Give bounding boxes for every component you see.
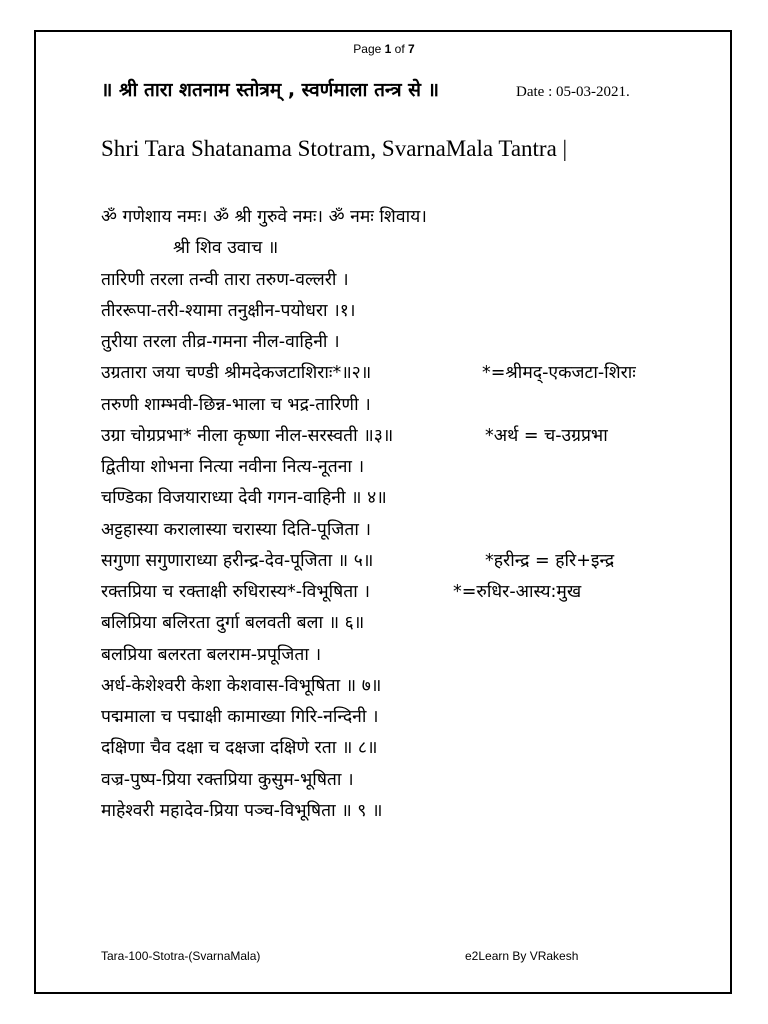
verse-text: उग्रा चोग्रप्रभा* नीला कृष्णा नील-सरस्वती ॥३॥ [101, 425, 394, 446]
verse-line [101, 483, 681, 514]
verse-text: तारिणी तरला तन्वी तारा तरुण-वल्लरी । [101, 269, 349, 290]
document-date: Date : 05-03-2021. [516, 84, 630, 100]
verse-text: वज्र-पुष्प-प्रिया रक्तप्रिया कुसुम-भूषिता । [101, 769, 354, 790]
page-middle: of [391, 42, 409, 56]
verse-text: बलिप्रिया बलिरता दुर्गा बलवती बला ॥ ६॥ [101, 613, 365, 634]
footer-document-name: Tara-100-Stotra-(SvarnaMala) [101, 949, 261, 963]
verse-text: बलप्रिया बलरता बलराम-प्रपूजिता । [101, 644, 322, 665]
verse-footnote: *हरीन्द्र = हरि+इन्द्र [485, 550, 615, 571]
verse-line [101, 702, 681, 733]
verse-text: तरुणी शाम्भवी-छिन्न-भाला च भद्र-तारिणी । [101, 394, 371, 415]
verse-text: पद्ममाला च पद्माक्षी कामाख्या गिरि-नन्दिनी । [101, 707, 379, 727]
verse-line [101, 327, 681, 358]
verse-text: दक्षिणा चैव दक्षा च दक्षजा दक्षिणे रता ॥ ८॥ [101, 738, 378, 759]
verse-footnote: *अर्थ = च-उग्रप्रभा [485, 425, 608, 446]
verse-text: श्री शिव उवाच ॥ [173, 238, 279, 259]
verse-text: माहेश्वरी महादेव-प्रिया पञ्च-विभूषिता ॥ ९ ॥ [101, 800, 383, 821]
verse-line [101, 390, 681, 421]
verse-text: अट्टहास्या करालास्या चरास्या दिति-पूजिता । [101, 519, 372, 540]
page-total: 7 [408, 42, 415, 56]
verse-text: उग्रतारा जया चण्डी श्रीमदेकजटाशिराः*॥२॥ [101, 363, 372, 384]
verse-line [101, 421, 681, 452]
verse-line [101, 515, 681, 546]
english-title: Shri Tara Shatanama Stotram, SvarnaMala Tantra | [101, 136, 568, 161]
page-current: 1 [384, 42, 392, 56]
verse-footnote: *=श्रीमद्-एकजटा-शिराः [482, 363, 636, 384]
page-prefix: Page [353, 42, 385, 56]
verse-line [101, 546, 681, 577]
verse-block [101, 202, 681, 827]
verse-line [101, 577, 681, 608]
footer-author: e2Learn By VRakesh [465, 949, 579, 963]
verse-line [101, 733, 681, 764]
verse-text: द्वितीया शोभना नित्या नवीना नित्य-नूतना । [101, 457, 365, 477]
verse-text: चण्डिका विजयाराध्या देवी गगन-वाहिनी ॥ ४॥ [101, 488, 387, 509]
verse-text: अर्ध-केशेश्वरी केशा केशवास-विभूषिता ॥ ७॥ [101, 675, 382, 696]
verse-text: सगुणा सगुणाराध्या हरीन्द्र-देव-पूजिता ॥ ५॥ [101, 550, 374, 571]
verse-line [101, 358, 681, 389]
verse-line [101, 765, 681, 796]
verse-text: तुरीया तरला तीव्र-गमना नील-वाहिनी । [101, 332, 340, 352]
verse-text: ॐ गणेशाय नमः। ॐ श्री गुरुवे नमः। ॐ नमः शिवाय। [101, 207, 427, 227]
invocation-line [101, 202, 681, 233]
verse-line [101, 296, 681, 327]
page-number [0, 42, 768, 56]
verse-text: तीररूपा-तरी-श्यामा तनुक्षीन-पयोधरा ।१। [101, 300, 356, 321]
verse-footnote: *=रुधिर-आस्य:मुख [453, 582, 582, 602]
verse-line [101, 671, 681, 702]
verse-line [101, 796, 681, 827]
verse-text: रक्तप्रिया च रक्ताक्षी रुधिरास्य*-विभूषिता । [101, 582, 370, 602]
verse-line [101, 640, 681, 671]
shiva-uvacha-line [101, 233, 681, 264]
verse-line [101, 608, 681, 639]
verse-line [101, 265, 681, 296]
sanskrit-title: ॥ श्री तारा शतनाम स्तोत्रम् , स्वर्णमाला तन्त्र से ॥ [101, 79, 440, 101]
verse-line [101, 452, 681, 483]
